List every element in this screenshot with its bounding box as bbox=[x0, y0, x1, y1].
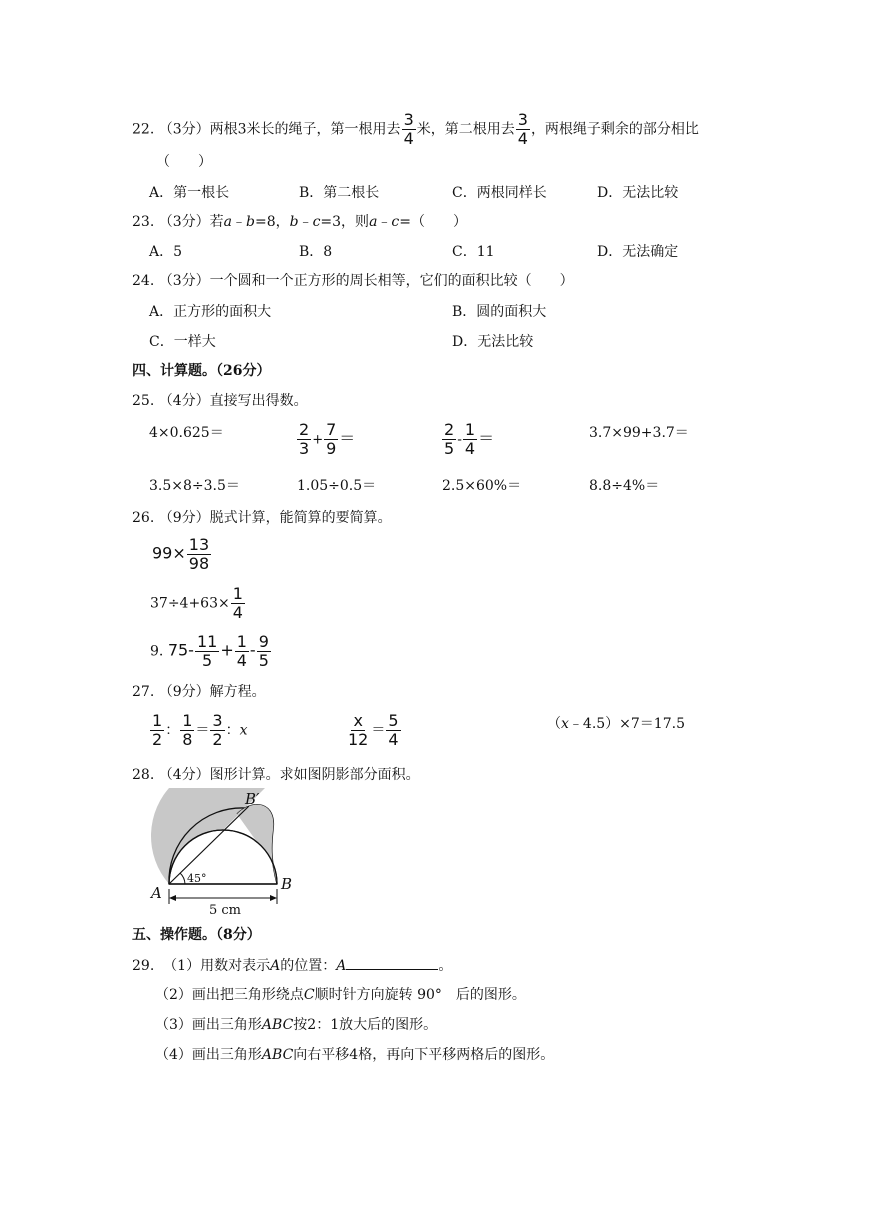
q29-part-4: （4）画出三角形ABC向右平移4格，再向下平移两格后的图形。 bbox=[155, 1047, 555, 1063]
question-number: 28. bbox=[132, 767, 155, 783]
score: （4分） bbox=[158, 393, 210, 409]
length-label: 5 cm bbox=[209, 903, 242, 918]
q23-stem: 23. （3分）若a﹣b=8，b﹣c=3，则a﹣c=（ ） bbox=[132, 214, 467, 230]
q29-part-3: （3）画出三角形ABC按2：1放大后的图形。 bbox=[155, 1017, 438, 1033]
score: （3分） bbox=[158, 121, 210, 138]
answer-paren: （ ） bbox=[156, 154, 212, 170]
question-number: 25. bbox=[132, 393, 155, 409]
q29-part-1: 29. （1）用数对表示A的位置：A 。 bbox=[132, 955, 452, 976]
option-d: D．无法确定 bbox=[597, 244, 679, 260]
q22-stem bbox=[132, 112, 699, 147]
answer-blank[interactable] bbox=[346, 955, 438, 970]
option-a: A．第一根长 bbox=[149, 185, 230, 201]
option-b: B．8 bbox=[299, 244, 333, 260]
section-heading: 五、操作题。（8分） bbox=[132, 927, 261, 943]
question-number: 29. bbox=[132, 958, 155, 974]
option-a: A．5 bbox=[149, 244, 183, 260]
expression-3: 9. 75- $\frac{11}{5}$ + $\frac{1}{4}$ - $\frac{9}{5}$ bbox=[150, 632, 269, 670]
question-number: 26. bbox=[132, 510, 155, 526]
label-b-prime: B′ bbox=[245, 790, 260, 808]
calc-item: 4×0.625＝ bbox=[149, 425, 224, 441]
q22-text-2: 米，第二根用去 bbox=[416, 121, 515, 138]
shaded-area-figure bbox=[145, 788, 305, 918]
label-b: B bbox=[281, 875, 293, 893]
q24-text: 一个圆和一个正方形的周长相等，它们的面积比较（ ） bbox=[209, 273, 574, 289]
expression-2: 37÷4+63× $\frac{1}{4}$ bbox=[150, 584, 243, 622]
calc-item-fraction-diff: $\frac{2}{5}$ - $\frac{1}{4}$ ＝ bbox=[444, 420, 495, 458]
question-number: 24. bbox=[132, 273, 155, 289]
option-d: D．无法比较 bbox=[452, 334, 534, 350]
calc-item: 1.05÷0.5＝ bbox=[297, 478, 377, 494]
calc-item-fraction-sum: $\frac{2}{3}$ + $\frac{7}{9}$ ＝ bbox=[299, 420, 356, 458]
expression-1: 99× $\frac{13}{98}$ bbox=[152, 535, 210, 573]
question-number: 23. bbox=[132, 214, 155, 230]
q27-stem bbox=[132, 682, 266, 702]
q28-text: 图形计算。求如图阴影部分面积。 bbox=[209, 767, 420, 783]
equation-2: $\frac{x}{12}$ ＝ $\frac{5}{4}$ bbox=[348, 711, 399, 749]
option-b: B．圆的面积大 bbox=[452, 304, 547, 320]
score: （9分） bbox=[158, 510, 210, 526]
q28-stem bbox=[132, 765, 420, 785]
option-c: C．一样大 bbox=[149, 334, 216, 350]
equation-1: $\frac{1}{2}$ ： $\frac{1}{8}$ ＝ $\frac{3}{2}$ ：x bbox=[152, 711, 248, 749]
score: （9分） bbox=[158, 684, 210, 700]
question-number: 27. bbox=[132, 684, 155, 700]
score: （3分） bbox=[158, 214, 210, 230]
q27-text: 解方程。 bbox=[209, 684, 266, 700]
fraction-3-4: $\frac{3}{4}$ bbox=[403, 110, 414, 148]
angle-label: 45° bbox=[187, 872, 207, 885]
calc-item: 2.5×60%＝ bbox=[442, 478, 522, 494]
question-number: 22. bbox=[132, 121, 155, 138]
q26-text: 脱式计算，能简算的要简算。 bbox=[209, 510, 392, 526]
score: （3分） bbox=[158, 273, 210, 289]
score: （4分） bbox=[158, 767, 210, 783]
option-b: B．第二根长 bbox=[299, 185, 380, 201]
calc-item: 3.7×99+3.7＝ bbox=[589, 425, 689, 441]
fraction-3-4: $\frac{3}{4}$ bbox=[517, 110, 528, 148]
q22-text-1: 两根3米长的绳子，第一根用去 bbox=[209, 121, 401, 138]
calc-item: 8.8÷4%＝ bbox=[589, 478, 660, 494]
option-d: D．无法比较 bbox=[597, 185, 679, 201]
option-c: C．两根同样长 bbox=[452, 185, 547, 201]
calc-item: 3.5×8÷3.5＝ bbox=[149, 478, 240, 494]
q24-stem bbox=[132, 271, 574, 291]
q25-text: 直接写出得数。 bbox=[209, 393, 308, 409]
equation-3: （x﹣4.5）×7＝17.5 bbox=[547, 716, 685, 732]
q29-part-2: （2）画出把三角形绕点C顺时针方向旋转 90° 后的图形。 bbox=[155, 987, 526, 1003]
option-c: C．11 bbox=[452, 244, 495, 260]
q22-text-3: ，两根绳子剩余的部分相比 bbox=[530, 121, 699, 138]
section-heading: 四、计算题。（26分） bbox=[132, 363, 271, 379]
option-a: A．正方形的面积大 bbox=[149, 304, 272, 320]
label-a: A bbox=[151, 884, 162, 902]
q25-stem bbox=[132, 391, 308, 411]
q26-stem bbox=[132, 508, 392, 528]
